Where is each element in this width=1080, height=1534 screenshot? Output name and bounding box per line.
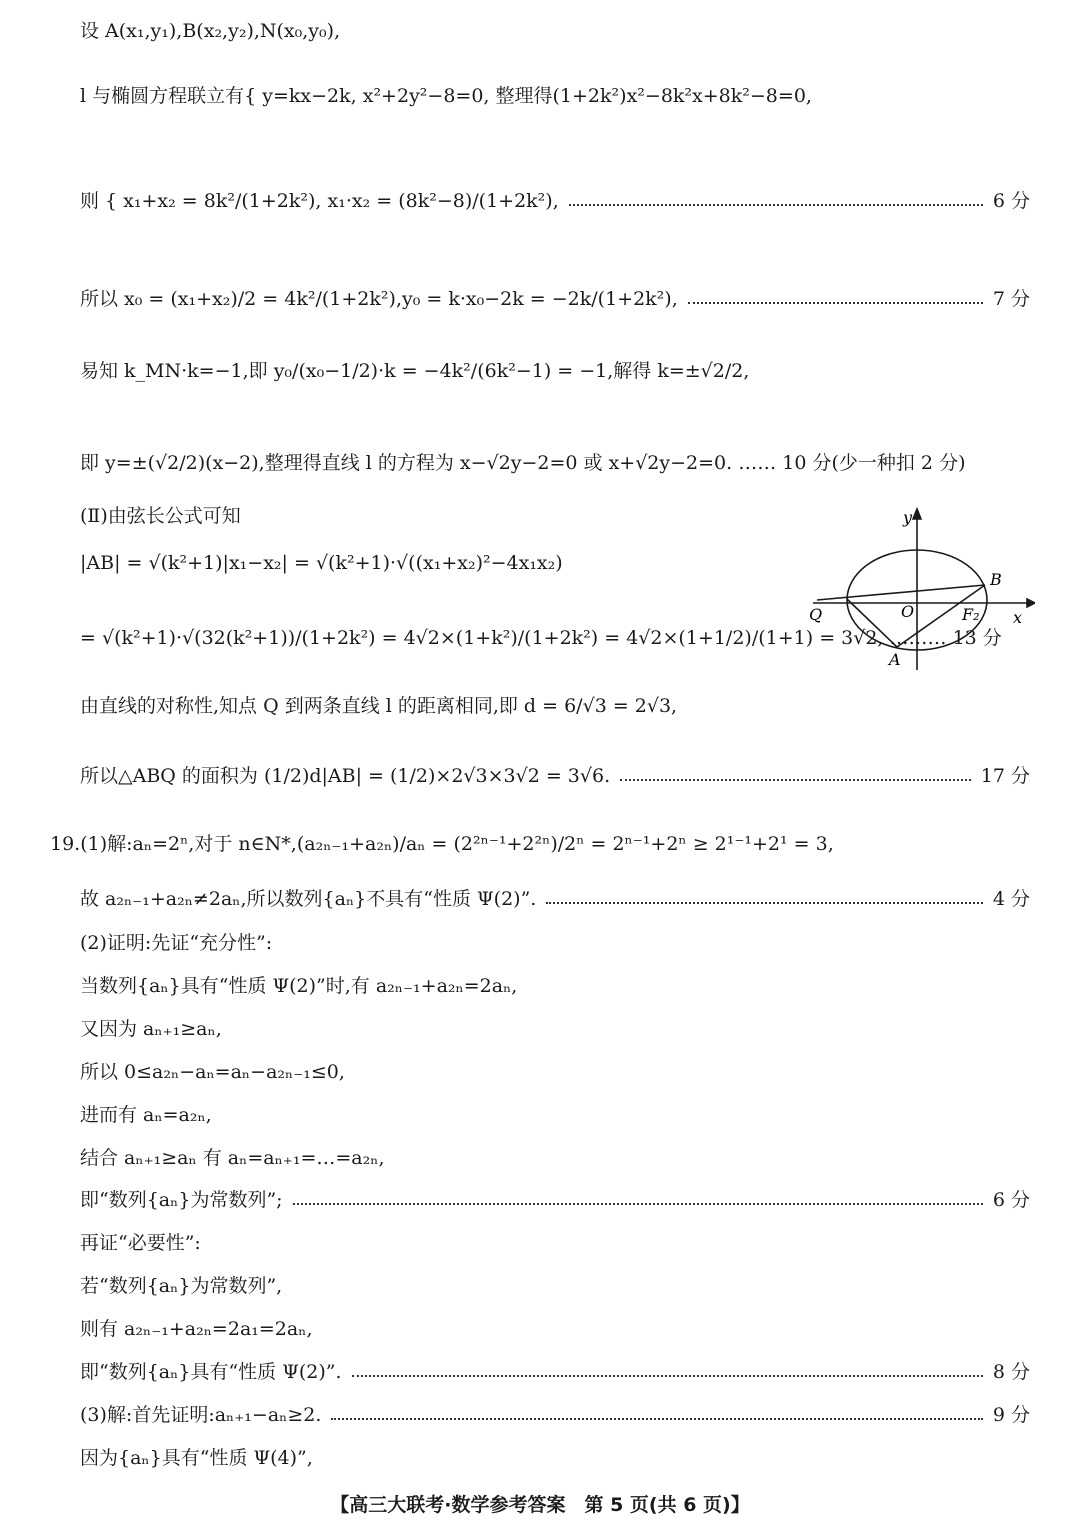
leader-dots (688, 302, 983, 304)
solution-line: 结合 aₙ₊₁≥aₙ 有 aₙ=aₙ₊₁=…=a₂ₙ, (80, 1147, 385, 1169)
y-axis-arrow (913, 509, 921, 519)
score-mark: 9 分 (992, 1404, 1030, 1426)
solution-line: 若“数列{aₙ}为常数列”, (80, 1275, 283, 1297)
solution-line: (Ⅱ)由弦长公式可知 (80, 505, 241, 527)
score-mark: 8 分 (992, 1361, 1030, 1383)
leader-dots (620, 779, 971, 781)
solution-line: 设 A(x₁,y₁),B(x₂,y₂),N(x₀,y₀), (80, 20, 341, 42)
solution-text: (3)解:首先证明:aₙ₊₁−aₙ≥2. (80, 1404, 322, 1426)
solution-line: 又因为 aₙ₊₁≥aₙ, (80, 1018, 222, 1040)
solution-line-scored (80, 1361, 1030, 1384)
solution-line: |AB| = √(k²+1)|x₁−x₂| = √(k²+1)·√((x₁+x₂)²−4x₁x₂) (80, 552, 563, 574)
solution-line: 所以 0≤a₂ₙ−aₙ=aₙ−a₂ₙ₋₁≤0, (80, 1061, 345, 1083)
point-label-b: B (990, 570, 1002, 589)
point-label-a: A (889, 650, 901, 669)
score-mark: 17 分 (980, 765, 1030, 787)
solution-text: 故 a₂ₙ₋₁+a₂ₙ≠2aₙ,所以数列{aₙ}不具有“性质 Ψ(2)”. (80, 888, 537, 910)
leader-dots (569, 204, 983, 206)
line-qb (817, 585, 985, 600)
solution-line-scored (80, 888, 1030, 911)
point-label-f2: F₂ (962, 605, 980, 624)
score-mark: ……… 13 分 (889, 627, 1002, 649)
solution-line: l 与椭圆方程联立有{ y=kx−2k, x²+2y²−8=0, 整理得(1+2k²)x²−8k²x+8k²−8=0, (80, 85, 812, 107)
leader-dots (352, 1375, 983, 1377)
leader-dots (293, 1203, 983, 1205)
point-label-o: O (901, 602, 915, 621)
leader-dots (331, 1418, 982, 1420)
solution-line: 因为{aₙ}具有“性质 Ψ(4)”, (80, 1447, 313, 1469)
solution-text: 则 { x₁+x₂ = 8k²/(1+2k²), x₁·x₂ = (8k²−8)/(1+2k²), (80, 190, 559, 212)
score-mark: 7 分 (992, 288, 1030, 310)
solution-line: 则有 a₂ₙ₋₁+a₂ₙ=2a₁=2aₙ, (80, 1318, 313, 1340)
point-label-q: Q (809, 605, 823, 624)
solution-text: 所以△ABQ 的面积为 (1/2)d|AB| = (1/2)×2√3×3√2 = 3√6. (80, 765, 611, 787)
solution-line: 易知 k_MN·k=−1,即 y₀/(x₀−1/2)·k = −4k²/(6k²−1) = −1,解得 k=±√2/2, (80, 360, 750, 382)
solution-line: 由直线的对称性,知点 Q 到两条直线 l 的距离相同,即 d = 6/√3 = 2√3, (80, 695, 678, 717)
score-mark: 6 分 (992, 190, 1030, 212)
x-axis-arrow (1027, 599, 1035, 607)
solution-line: 19.(1)解:aₙ=2ⁿ,对于 n∈N*,(a₂ₙ₋₁+a₂ₙ)/aₙ = (2²ⁿ⁻¹+2²ⁿ)/2ⁿ = 2ⁿ⁻¹+2ⁿ ≥ 2¹⁻¹+2¹ = 3, (50, 833, 834, 855)
solution-line-scored (80, 190, 1030, 213)
solution-line-scored (80, 1404, 1030, 1427)
ellipse-figure (805, 505, 1035, 675)
solution-line-scored (80, 765, 1030, 788)
solution-text: 所以 x₀ = (x₁+x₂)/2 = 4k²/(1+2k²),y₀ = k·x₀−2k = −2k/(1+2k²), (80, 288, 678, 310)
axis-label-x: x (1013, 608, 1023, 627)
page-footer: 【高三大联考·数学参考答案 第 5 页(共 6 页)】 (330, 1494, 750, 1516)
solution-line: 即 y=±(√2/2)(x−2),整理得直线 l 的方程为 x−√2y−2=0 或 x+√2y−2=0. …… 10 分(少一种扣 2 分) (80, 452, 966, 474)
solution-line-scored (80, 1189, 1030, 1212)
score-mark: 6 分 (992, 1189, 1030, 1211)
solution-line: 再证“必要性”: (80, 1232, 201, 1254)
leader-dots (546, 902, 983, 904)
solution-line-scored (80, 288, 1030, 311)
solution-text: 即“数列{aₙ}具有“性质 Ψ(2)”. (80, 1361, 342, 1383)
solution-line: 进而有 aₙ=a₂ₙ, (80, 1104, 212, 1126)
solution-text: 即“数列{aₙ}为常数列”; (80, 1189, 283, 1211)
solution-line: (2)证明:先证“充分性”: (80, 932, 273, 954)
solution-line: 当数列{aₙ}具有“性质 Ψ(2)”时,有 a₂ₙ₋₁+a₂ₙ=2aₙ, (80, 975, 518, 997)
solution-text: = √(k²+1)·√(32(k²+1))/(1+2k²) = 4√2×(1+k²)/(1+2k²) = 4√2×(1+1/2)/(1+1) = 3√2, (80, 627, 884, 649)
score-mark: 4 分 (992, 888, 1030, 910)
axis-label-y: y (903, 508, 913, 527)
